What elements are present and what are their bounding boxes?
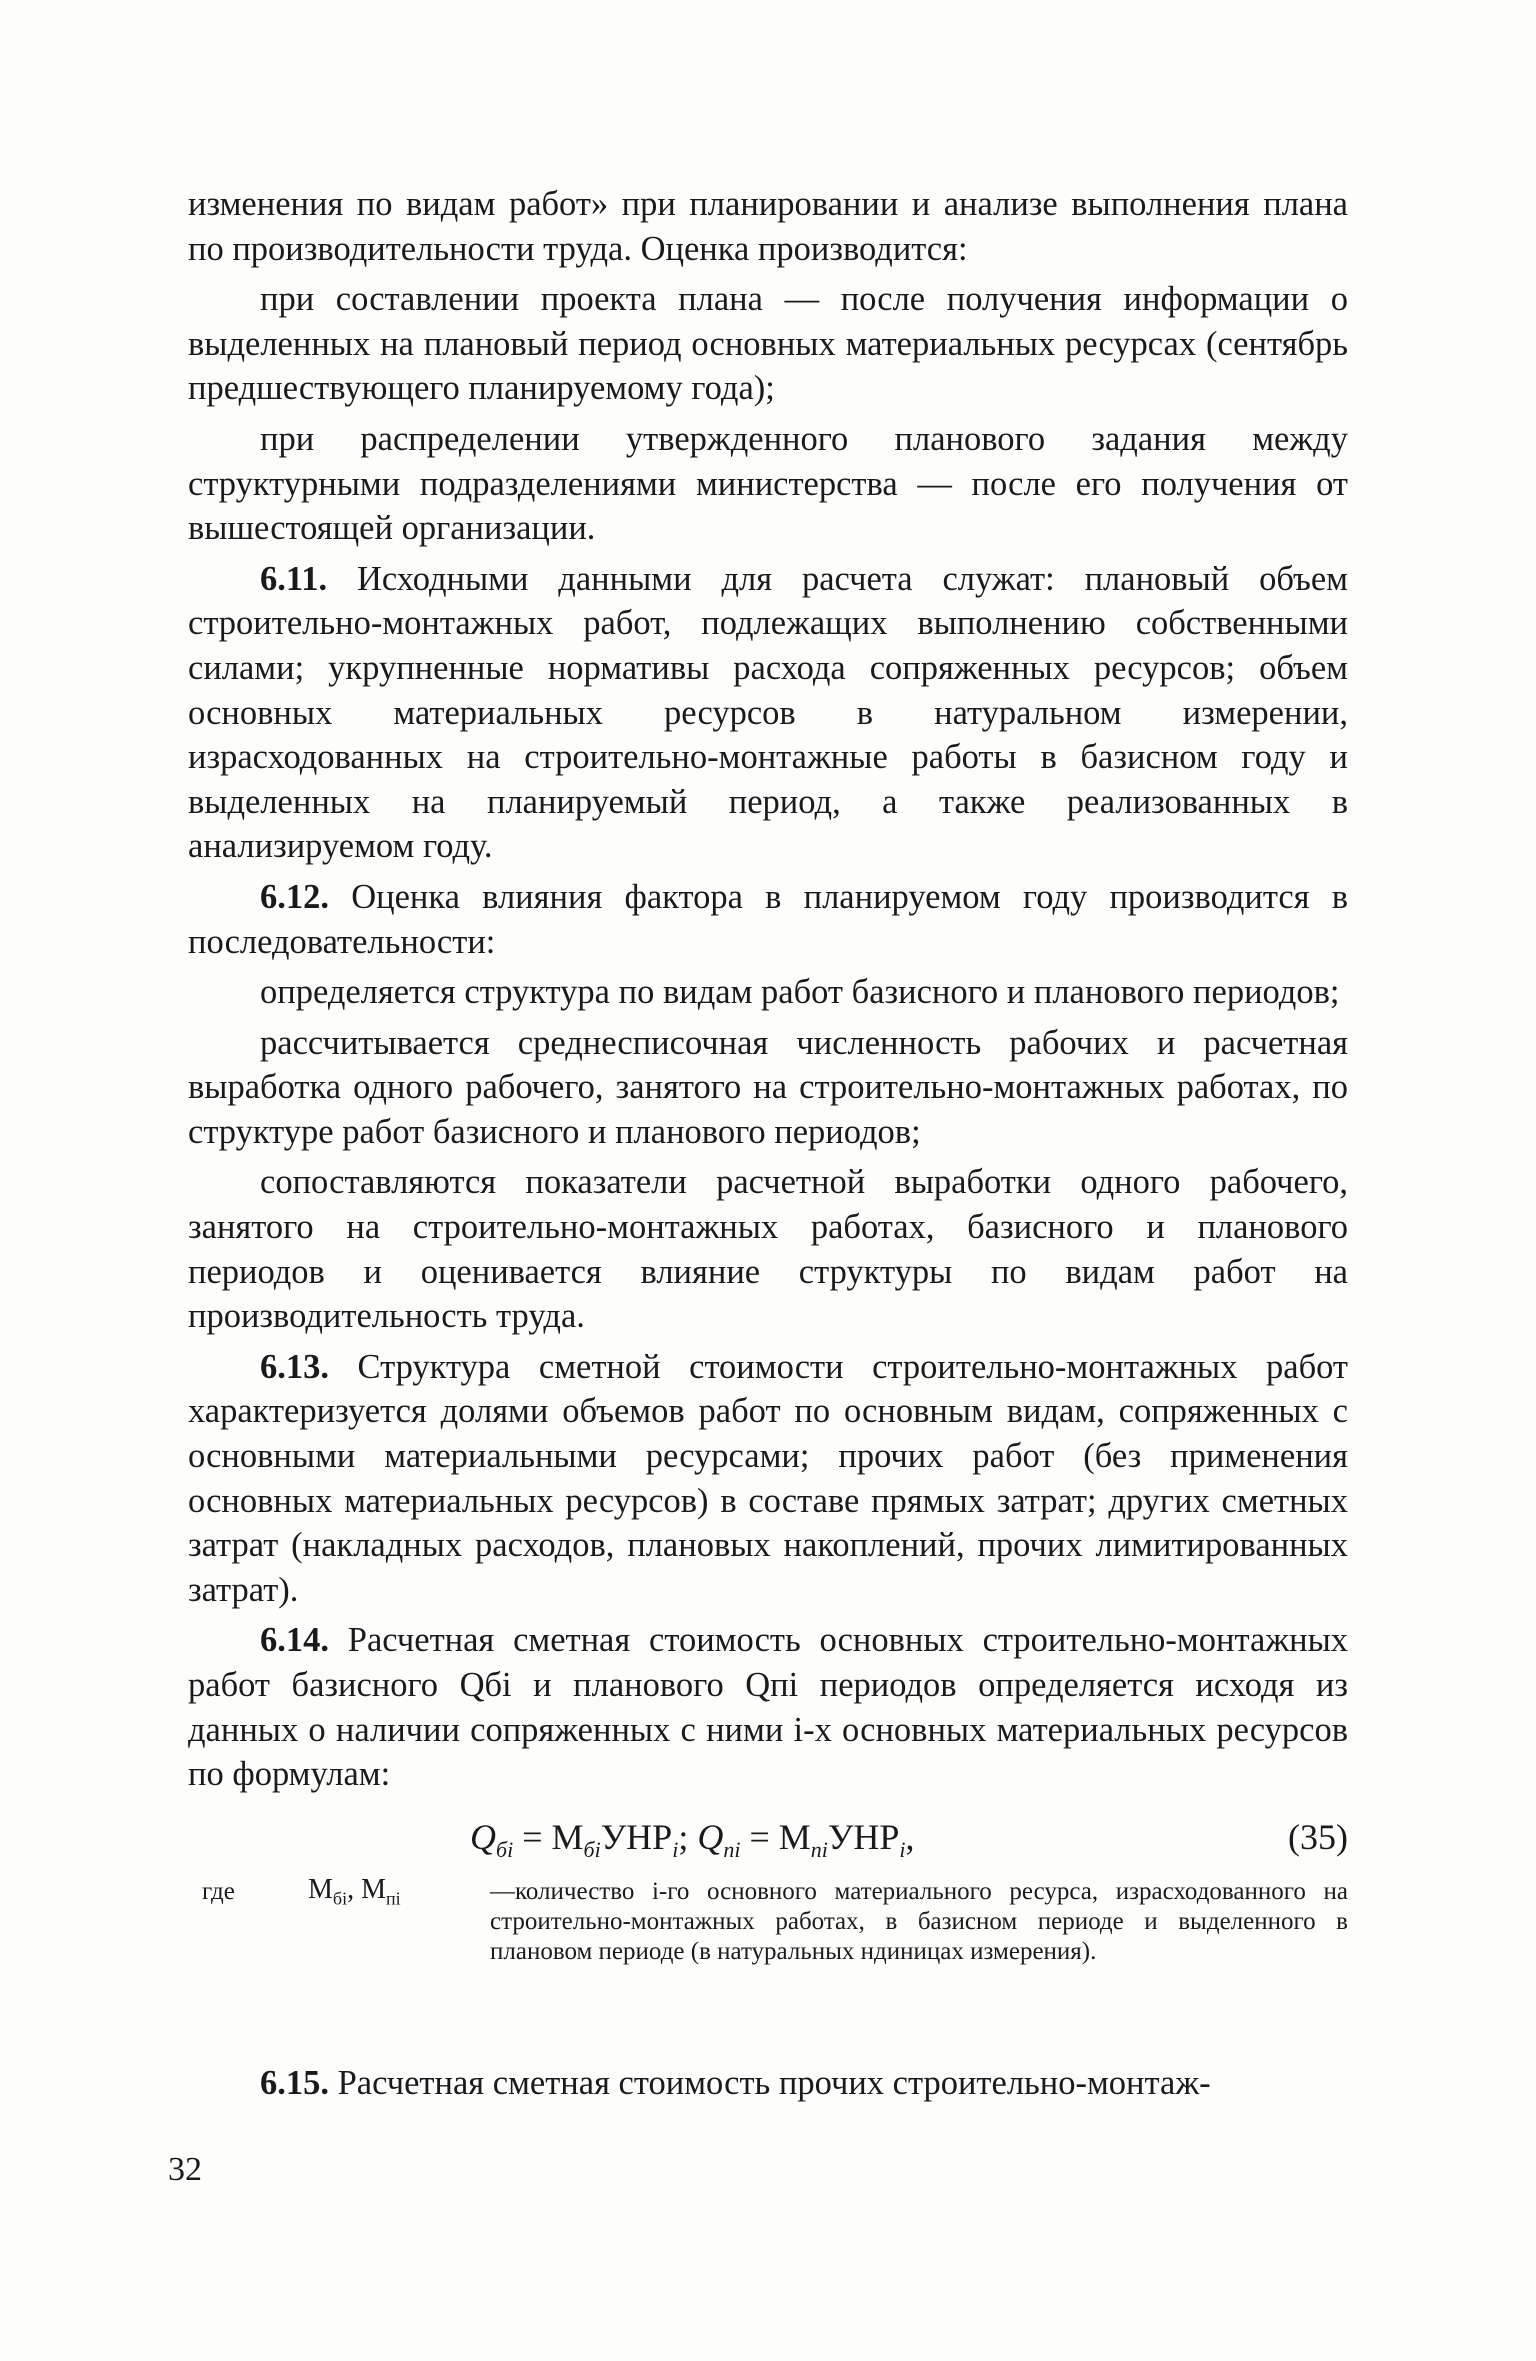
paragraph: при составлении проекта плана — после получения информации о выделенных на плановый период основных материальных ресурсах (сентябрь предшествующего планируемому года); [188,280,1348,408]
section-text: Структура сметной стоимости строительно-монтажных работ характеризуется долями объемов работ по основным видам, сопряженных с основными материальными ресурсами; прочих работ (без применения основных материальных ресурсов) в составе прямых затрат; других сметных затрат (накладных расходов, плановых накоплений, прочих лимитированных затрат). [188,1347,1348,1609]
where-label: где [202,1877,235,1905]
section-6-11 [188,557,1348,869]
section-number: 6.12. [260,877,329,916]
legend-definition: —количество i-го основного материального ресурса, израсходованного на строительно-монтажных работах, в базисном периоде и выделенного в плановом периоде (в натуральных ндиницах измерения). [490,1877,1348,1965]
section-number: 6.13. [260,1347,329,1386]
section-text: Исходными данными для расчета служат: плановый объем строительно-монтажных работ, подлежащих выполнению собственными силами; укрупненные нормативы расхода сопряженных ресурсов; объем основных материальных ресурсов в натуральном измерении, израсходованных на строительно-монтажные работы в базисном году и выделенных на планируемый период, а также реализованных в анализируемом году. [188,559,1349,866]
paragraph: определяется структура по видам работ базисного и планового периодов; [260,973,1340,1012]
section-text: Расчетная сметная стоимость прочих строительно-монтаж- [337,2063,1211,2102]
section-6-14 [188,1618,1348,1796]
section-text: Оценка влияния фактора в планируемом году производится в последовательности: [188,877,1349,961]
page-number: 32 [168,2151,202,2188]
formula-legend [188,1871,1348,2021]
equation-number: (35) [1288,1816,1348,1857]
section-number: 6.15. [260,2063,329,2102]
section-text: Расчетная сметная стоимость основных строительно-монтажных работ базисного Qбi и планового Qпi периодов определяется исходя из данных о наличии сопряженных с ними i-х основных материальных ресурсов по формулам: [188,1621,1348,1794]
body-text [188,182,1348,2111]
paragraph: при распределении утвержденного планового задания между структурными подразделениями министерства — после его получения от вышестоящей организации. [188,419,1348,548]
section-6-12 [188,875,1348,964]
section-6-15 [188,2061,1348,2106]
paragraph: изменения по видам работ» при планировании и анализе выполнения плана по производительности труда. Оценка производится: [188,185,1348,268]
paragraph: рассчитывается среднесписочная численность рабочих и расчетная выработка одного рабочего, занятого на строительно-монтажных работах, по структуре работ базисного и планового периодов; [188,1023,1348,1151]
legend-symbols: $М_{бi}$, $М_{пi}$ [308,1873,401,1909]
section-number: 6.14. [260,1621,329,1660]
section-6-13 [188,1345,1348,1613]
section-number: 6.11. [260,559,328,598]
paragraph: сопоставляются показатели расчетной выработки одного рабочего, занятого на строительно-монтажных работах, базисного и планового периодов и оценивается влияние структуры по видам работ на производительность труда. [188,1163,1348,1336]
formula-expression: $Q_{бi} = М_{бi}УНР_i$; $Q_{пi} = М_{пi}УНР_i$, [470,1816,915,1862]
formula-35 [188,1807,1348,1867]
